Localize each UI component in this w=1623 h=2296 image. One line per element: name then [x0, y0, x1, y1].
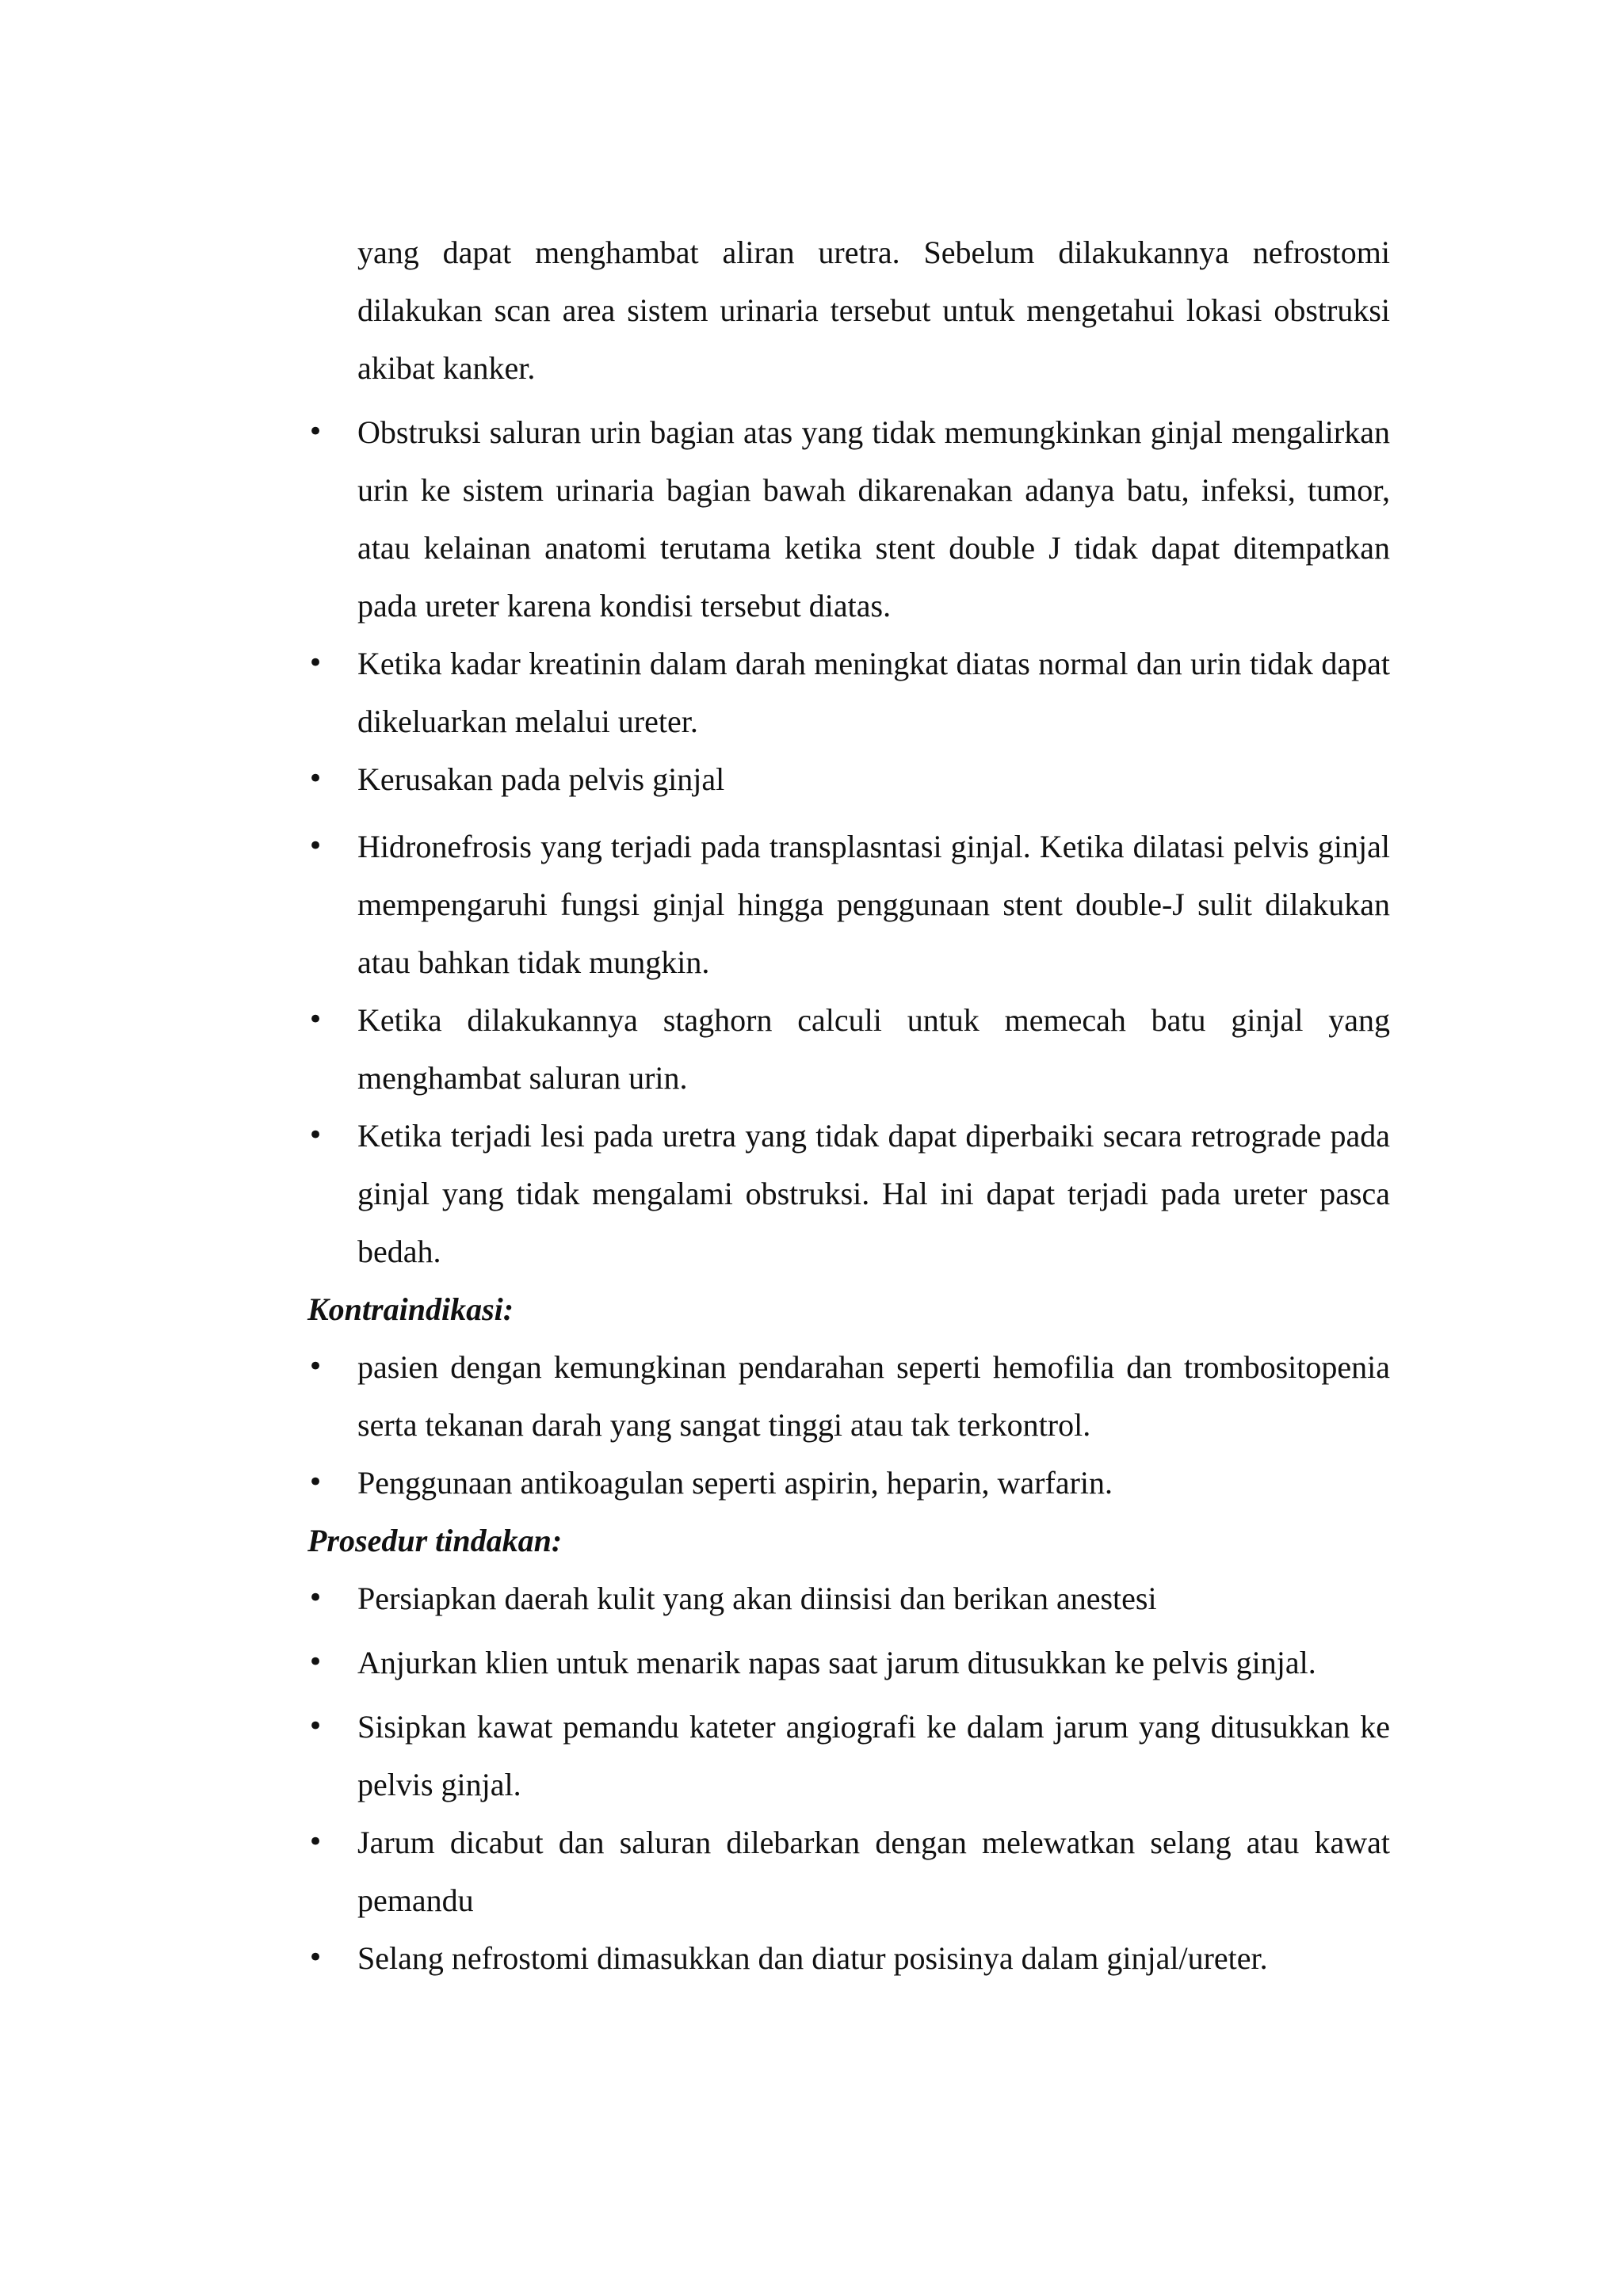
list-item — [307, 403, 1390, 635]
indication-list — [307, 403, 1390, 1280]
list-item-text: Hidronefrosis yang terjadi pada transplasntasi ginjal. Ketika dilatasi pelvis ginjal mempengaruhi fungsi ginjal hingga penggunaan stent double-J sulit dilakukan atau bahkan tidak mungkin. — [357, 829, 1390, 980]
bullet-icon: • — [307, 763, 324, 795]
list-item — [307, 1569, 1390, 1627]
list-item — [307, 750, 1390, 808]
list-item — [307, 1454, 1390, 1512]
list-item — [307, 1698, 1390, 1814]
document-body — [307, 223, 1390, 1987]
list-item-text: Jarum dicabut dan saluran dilebarkan dengan melewatkan selang atau kawat pemandu — [357, 1825, 1390, 1918]
bullet-icon: • — [307, 830, 324, 862]
list-item-text: Ketika kadar kreatinin dalam darah meningkat diatas normal dan urin tidak dapat dikeluarkan melalui ureter. — [357, 646, 1390, 739]
bullet-icon: • — [307, 1119, 324, 1151]
bullet-icon: • — [307, 416, 324, 448]
bullet-icon: • — [307, 1004, 324, 1035]
bullet-icon: • — [307, 1942, 324, 1974]
list-item-text: Kerusakan pada pelvis ginjal — [357, 761, 725, 797]
procedure-heading: Prosedur tindakan: — [307, 1523, 563, 1558]
list-item — [307, 818, 1390, 991]
list-item — [307, 635, 1390, 750]
contraindication-list — [307, 1338, 1390, 1512]
list-item — [307, 1338, 1390, 1454]
bullet-icon: • — [307, 1711, 324, 1742]
bullet-icon: • — [307, 1351, 324, 1383]
bullet-icon: • — [307, 1826, 324, 1858]
bullet-icon: • — [307, 1646, 324, 1678]
list-item-text: Persiapkan daerah kulit yang akan diinsisi dan berikan anestesi — [357, 1581, 1157, 1616]
list-item — [307, 1929, 1390, 1987]
list-item-text: Selang nefrostomi dimasukkan dan diatur posisinya dalam ginjal/ureter. — [357, 1940, 1268, 1976]
list-item-text: pasien dengan kemungkinan pendarahan seperti hemofilia dan trombositopenia serta tekanan darah yang sangat tinggi atau tak terkontrol. — [357, 1349, 1390, 1443]
list-item-text: Anjurkan klien untuk menarik napas saat jarum ditusukkan ke pelvis ginjal. — [357, 1645, 1316, 1680]
list-item — [307, 1107, 1390, 1280]
list-item-text: Ketika dilakukannya staghorn calculi untuk memecah batu ginjal yang menghambat saluran urin. — [357, 1002, 1390, 1096]
bullet-icon: • — [307, 647, 324, 679]
procedure-list — [307, 1569, 1390, 1987]
list-item-text: Penggunaan antikoagulan seperti aspirin, heparin, warfarin. — [357, 1465, 1113, 1501]
list-item — [307, 1634, 1390, 1691]
list-item — [307, 1814, 1390, 1929]
list-item-text: Ketika terjadi lesi pada uretra yang tidak dapat diperbaiki secara retrograde pada ginjal yang tidak mengalami obstruksi. Hal ini dapat terjadi pada ureter pasca bedah. — [357, 1118, 1390, 1269]
list-item-text: Obstruksi saluran urin bagian atas yang tidak memungkinkan ginjal mengalirkan urin ke sistem urinaria bagian bawah dikarenakan adanya batu, infeksi, tumor, atau kelainan anatomi terutama ketika stent double J tidak dapat ditempatkan pada ureter karena kondisi tersebut diatas. — [357, 414, 1390, 624]
continuation-paragraph: yang dapat menghambat aliran uretra. Sebelum dilakukannya nefrostomi dilakukan scan area sistem urinaria tersebut untuk mengetahui lokasi obstruksi akibat kanker. — [357, 235, 1390, 386]
contraindication-heading: Kontraindikasi: — [307, 1291, 514, 1327]
list-item-text: Sisipkan kawat pemandu kateter angiografi ke dalam jarum yang ditusukkan ke pelvis ginjal. — [357, 1709, 1390, 1802]
bullet-icon: • — [307, 1466, 324, 1498]
bullet-icon: • — [307, 1582, 324, 1614]
list-item — [307, 991, 1390, 1107]
